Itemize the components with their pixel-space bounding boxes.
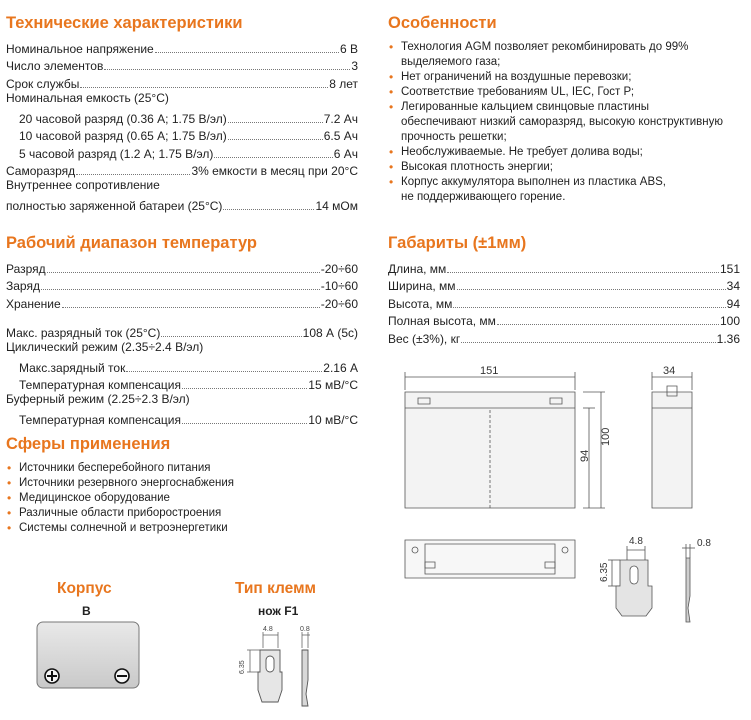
terminal-height-label: 6.35 <box>239 660 246 674</box>
temp-row-discharge: Разряд -20÷60 <box>6 261 358 276</box>
drawing-width-label: 34 <box>663 365 676 377</box>
terminal-type: нож F1 <box>258 604 299 618</box>
housing-type: B <box>82 604 91 618</box>
spec-row-resistance: полностью заряженной батареи (25°С) 14 мОм <box>6 199 358 213</box>
drawing-length-label: 151 <box>480 365 499 377</box>
temp-range-list <box>6 258 358 311</box>
minus-terminal-icon <box>115 669 129 683</box>
dim-row-full-height: Полная высота, мм 100 <box>388 314 740 328</box>
spec-row-self-discharge: Саморазряд 3% емкости в месяц при 20°С <box>6 164 358 178</box>
list-item: • Технология AGM позволяет рекомбинировать до 99% выделяемого газа; <box>388 40 748 70</box>
list-item: • Источники резервного энергоснабжения <box>6 476 358 491</box>
dimension-drawing <box>390 360 750 630</box>
drawing-terminal-thickness-label: 0.8 <box>697 538 711 549</box>
terminal-title: Тип клемм <box>235 580 317 597</box>
charge-spec-list <box>6 322 358 427</box>
spec-row-capacity-20h: 20 часовой разряд (0.36 А; 1.75 В/эл) 7.2 Ач <box>19 111 358 126</box>
tech-spec-list <box>6 38 358 213</box>
spec-row-max-discharge: Макс. разрядный ток (25°С) 108 А (5с) <box>6 325 358 340</box>
spec-row-life: Срок службы 8 лет <box>6 76 358 91</box>
tech-title: Технические характеристики <box>6 14 243 32</box>
dim-row-length: Длина, мм 151 <box>388 261 740 276</box>
features-title: Особенности <box>388 14 497 32</box>
list-item: • Высокая плотность энергии; <box>388 160 748 175</box>
spec-row-temp-comp-cyclic: Температурная компенсация 15 мВ/°С <box>19 378 358 392</box>
features-list <box>388 40 748 205</box>
dim-row-width: Ширина, мм 34 <box>388 279 740 293</box>
temp-row-storage: Хранение -20÷60 <box>6 296 358 311</box>
list-item: • Источники бесперебойного питания <box>6 461 358 476</box>
temp-row-charge: Заряд -10÷60 <box>6 279 358 293</box>
terminal-thickness-label: 0.8 <box>300 626 310 633</box>
spec-row-cyclic-header: Циклический режим (2.35÷2.4 В/эл) <box>6 339 204 354</box>
spec-row-resistance-header: Внутреннее сопротивление <box>6 178 160 192</box>
spec-row-buffer-header: Буферный режим (2.25÷2.3 В/эл) <box>6 392 190 406</box>
drawing-terminal-height-label: 6.35 <box>599 562 610 582</box>
spec-row-temp-comp-buffer: Температурная компенсация 10 мВ/°С <box>19 413 358 427</box>
spec-row-capacity-header: Номинальная емкость (25°С) <box>6 90 169 105</box>
apps-title: Сферы применения <box>6 435 171 453</box>
list-item: • Необслуживаемые. Не требует долива воды; <box>388 145 748 160</box>
list-item: • Соответствие требованиям UL, IEC, Гост Р; <box>388 85 748 100</box>
list-item: • Различные области приборостроения <box>6 506 358 521</box>
drawing-full-height-label: 100 <box>600 427 612 446</box>
plus-terminal-icon <box>45 669 59 683</box>
spec-row-max-charge: Макс.зарядный ток 2.16 А <box>19 360 358 375</box>
terminal-width-label: 4.8 <box>263 626 273 633</box>
spec-row-voltage: Номинальное напряжение 6 В <box>6 41 358 56</box>
drawing-height-label: 94 <box>579 449 591 462</box>
dim-row-height: Высота, мм 94 <box>388 296 740 311</box>
drawing-terminal-width-label: 4.8 <box>629 536 643 547</box>
apps-list <box>6 461 358 536</box>
temp-title: Рабочий диапазон температур <box>6 234 258 252</box>
list-item: • Медицинское оборудование <box>6 491 358 506</box>
dims-title: Габариты (±1мм) <box>388 234 527 252</box>
dim-row-weight: Вес (±3%), кг 1.36 <box>388 331 740 346</box>
spec-row-capacity-10h: 10 часовой разряд (0.65 А; 1.75 В/эл) 6.5 Ач <box>19 129 358 143</box>
dims-list <box>388 258 740 346</box>
spec-row-capacity-5h: 5 часовой разряд (1.2 А; 1.75 В/эл) 6 Ач <box>19 146 358 161</box>
list-item: • Системы солнечной и ветроэнергетики <box>6 521 358 536</box>
housing-title: Корпус <box>57 580 112 597</box>
list-item: • Корпус аккумулятора выполнен из пластика ABS, не поддерживающего горение. <box>388 175 748 205</box>
housing-drawing <box>36 621 140 689</box>
spec-row-cells: Число элементов 3 <box>6 59 358 73</box>
list-item: • Легированные кальцием свинцовые пластины обеспечивают низкий саморазряд, высокую конструктивную прочность решетки; <box>388 100 748 145</box>
list-item: • Нет ограничений на воздушные перевозки; <box>388 70 748 85</box>
terminal-drawing <box>230 624 325 710</box>
